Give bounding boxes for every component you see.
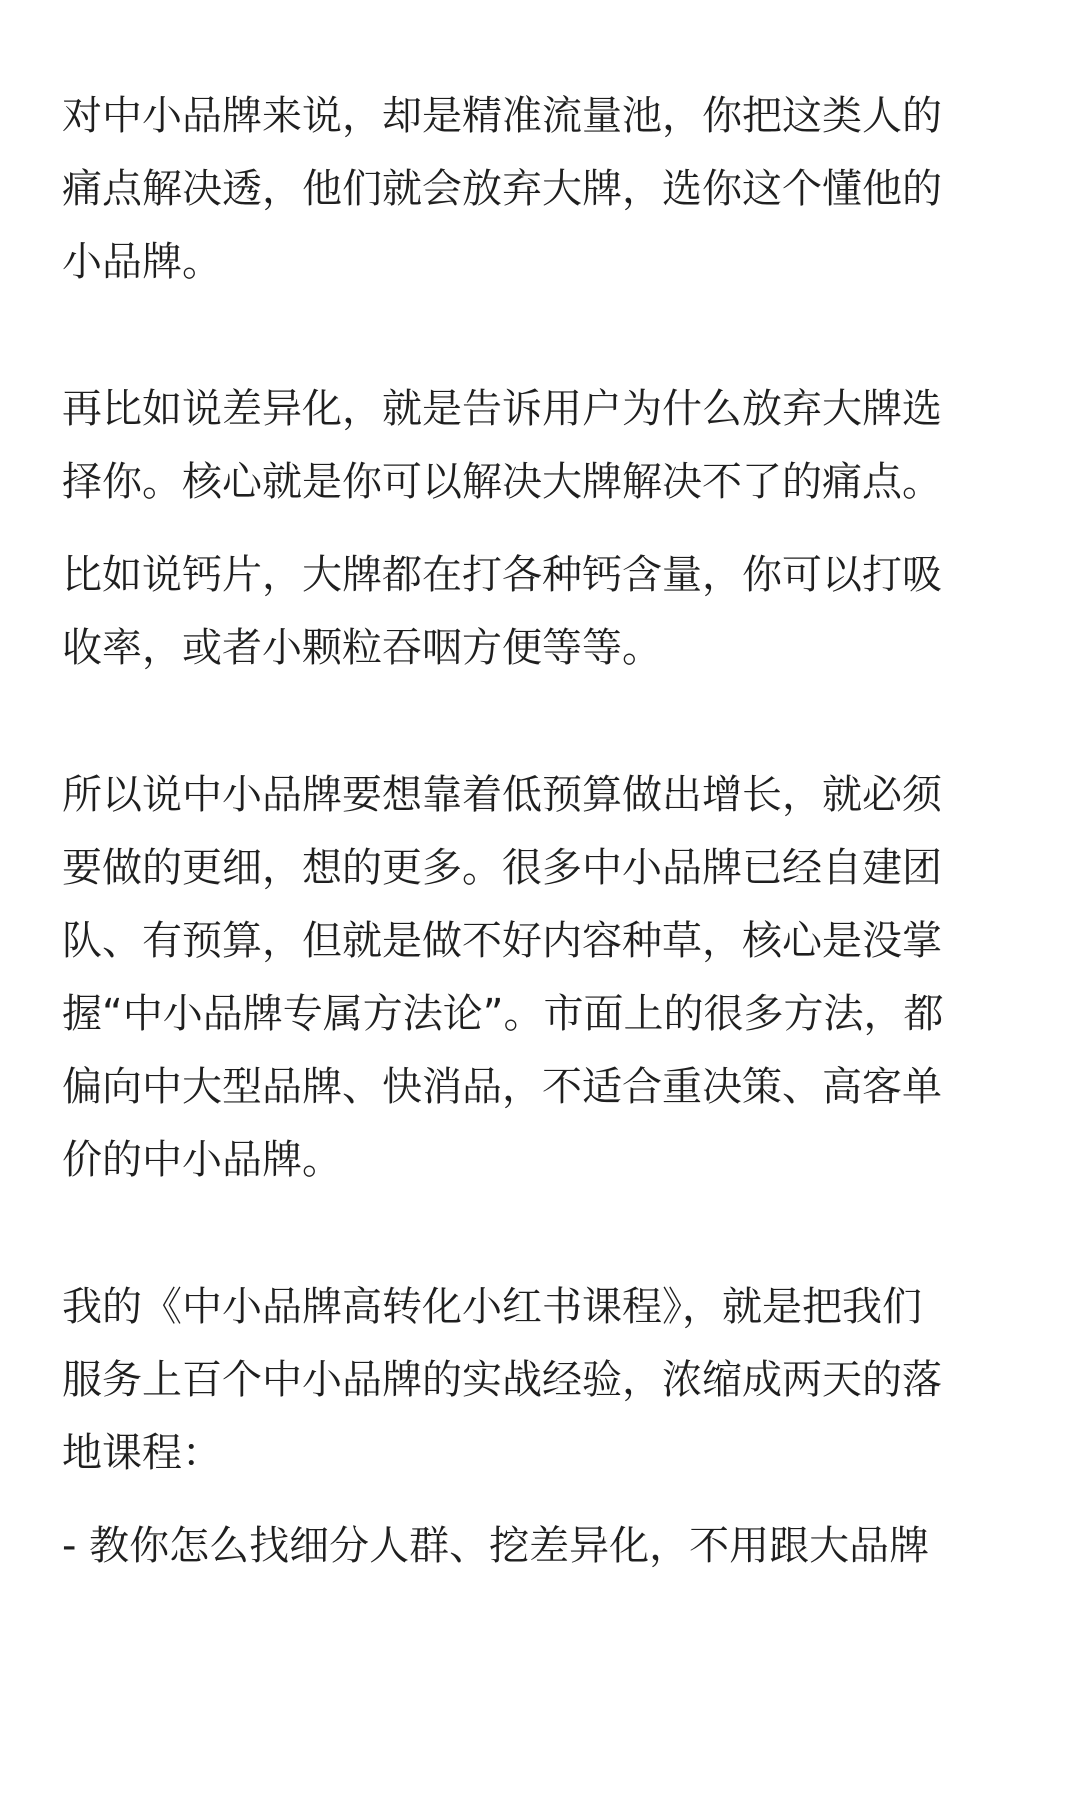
paragraph-2: 再比如说差异化，就是告诉用户为什么放弃大牌选 择你。核心就是你可以解决大牌解决不了的痛点。: [62, 386, 942, 505]
paragraph-spacer: [62, 519, 1022, 539]
paragraph-4: 所以说中小品牌要想靠着低预算做出增长，就必须 要做的更细，想的更多。很多中小品牌已经自建团 队、有预算，但就是做不好内容种草，核心是没掌 握“中小品牌专属方法论”。市面上的很多方法，都 偏向中大型品牌、快消品，不适合重决策、高客单 价的中小品牌。: [62, 772, 944, 1183]
article-body: [62, 80, 1022, 1583]
paragraph-3: 比如说钙片，大牌都在打各种钙含量，你可以打吸 收率，或者小颗粒吞咽方便等等。: [62, 552, 942, 671]
paragraph-spacer: [62, 1490, 1022, 1510]
bullet-item-1: - 教你怎么找细分人群、挖差异化，不用跟大品牌: [62, 1523, 930, 1569]
paragraph-5: 我的《中小品牌高转化小红书课程》，就是把我们 服务上百个中小品牌的实战经验，浓缩成两天的落 地课程：: [62, 1284, 942, 1476]
paragraph-1: 对中小品牌来说，却是精准流量池，你把这类人的 痛点解决透，他们就会放弃大牌，选你这个懂他的 小品牌。: [62, 93, 942, 285]
paragraph-spacer: [62, 299, 1022, 373]
paragraph-spacer: [62, 685, 1022, 759]
paragraph-spacer: [62, 1197, 1022, 1271]
